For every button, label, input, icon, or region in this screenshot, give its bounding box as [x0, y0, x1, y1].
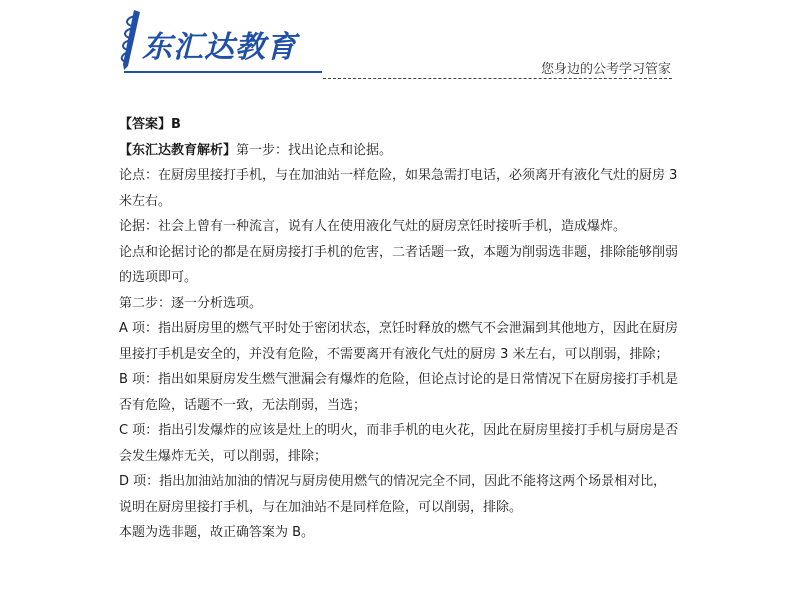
page-header	[0, 0, 793, 90]
logo-text: 东汇达教育	[142, 30, 297, 65]
analysis-intro	[119, 138, 679, 164]
option-b-paragraph: B 项：指出如果厨房发生燃气泄漏会有爆炸的危险，但论点讨论的是日常情况下在厨房接打手机是否有危险，话题不一致，无法削弱，当选；	[119, 372, 679, 413]
conclusion-paragraph: 本题为选非题，故正确答案为 B。	[119, 525, 315, 540]
header-divider	[323, 78, 672, 79]
option-d-paragraph: D 项：指出加油站加油的情况与厨房使用燃气的情况完全不同，因此不能将这两个场景相对比，说明在厨房里接打手机，与在加油站不是同样危险，可以削弱，排除。	[119, 474, 667, 515]
option-a-paragraph: A 项：指出厨房里的燃气平时处于密闭状态，烹饪时释放的燃气不会泄漏到其他地方，因此在厨房里接打手机是安全的，并没有危险，不需要离开有液化气灶的厨房 3 米左右，可以削弱，排除；	[119, 321, 679, 362]
analysis-label: 【东汇达教育解析】	[119, 142, 237, 158]
logo-underline	[124, 71, 322, 73]
thesis-paragraph: 论点：在厨房里接打手机，与在加油站一样危险，如果急需打电话，必须离开有液化气灶的厨房 3 米左右。	[119, 168, 678, 209]
evidence-paragraph: 论据：社会上曾有一种流言，说有人在使用液化气灶的厨房烹饪时接听手机，造成爆炸。	[119, 219, 627, 234]
pencil-logo-icon	[118, 8, 144, 72]
step2-paragraph: 第二步：逐一分析选项。	[119, 295, 263, 311]
step1-text: 第一步：找出论点和论据。	[236, 142, 393, 158]
logo	[118, 8, 328, 72]
answer-label: 【答案】B	[119, 117, 181, 132]
header-tagline: 您身边的公考学习管家	[540, 62, 671, 77]
topic-paragraph: 论点和论据讨论的都是在厨房接打手机的危害，二者话题一致，本题为削弱选非题，排除能够削弱的选项即可。	[119, 244, 679, 285]
option-c-paragraph: C 项：指出引发爆炸的应该是灶上的明火，而非手机的电火花，因此在厨房里接打手机与厨房是否会发生爆炸无关，可以削弱，排除；	[119, 423, 679, 464]
answer-content	[119, 112, 679, 546]
